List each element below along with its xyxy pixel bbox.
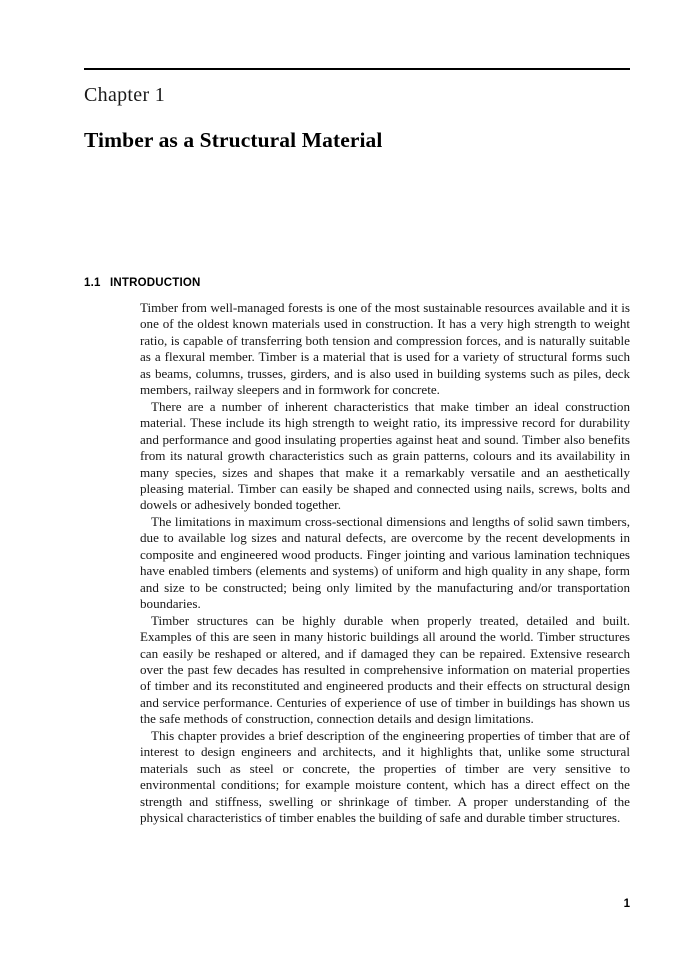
body-paragraph-2: There are a number of inherent characteristics that make timber an ideal construction material. These include its high strength to weight ratio, its impressive record for durability and performance and good insulating properties against heat and sound. Timber also benefits from its natural growth characteristics such as grain patterns, colours and its availability in many species, sizes and shapes that make it a remarkably versatile and an aesthetically pleasing material. Timber can easily be shaped and connected using nails, screws, bolts and dowels or adhesively bonded together. [140, 398, 630, 513]
section-heading [84, 276, 630, 291]
page-number: 1 [623, 898, 630, 910]
body-text-column [140, 300, 630, 827]
body-paragraph-4: Timber structures can be highly durable when properly treated, detailed and built. Examples of this are seen in many historic buildings all around the world. Timber structures can easily be reshaped or altered, and if damaged they can be repaired. Extensive research over the past few decades has resulted in comprehensive information on material properties of timber and its reconstituted and engineered products and their effects on structural design and service performance. Centuries of experience of use of timber in buildings has shown us the safe methods of construction, connection details and design limitations. [140, 612, 630, 727]
body-paragraph-1: Timber from well-managed forests is one of the most sustainable resources available and it is one of the oldest known materials used in construction. It has a very high strength to weight ratio, is capable of transferring both tension and compression forces, and is naturally suitable as a flexural member. Timber is a material that is used for a variety of structural forms such as beams, columns, trusses, girders, and is also used in building systems such as piles, deck members, railway sleepers and in formwork for concrete. [140, 300, 630, 398]
body-paragraph-3: The limitations in maximum cross-sectional dimensions and lengths of solid sawn timbers, due to available log sizes and natural defects, are overcome by the recent developments in composite and engineered wood products. Finger jointing and various lamination techniques have enabled timbers (elements and systems) of uniform and high quality in any shape, form and size to be constructed; being only limited by the manufacturing and/or transportation boundaries. [140, 513, 630, 612]
section-number: 1.1 [84, 276, 101, 289]
chapter-title: Timber as a Structural Material [84, 128, 383, 153]
chapter-number: Chapter 1 [84, 84, 166, 106]
chapter-header-rule [84, 68, 630, 70]
section-title: INTRODUCTION [110, 276, 201, 289]
body-paragraph-5: This chapter provides a brief description of the engineering properties of timber that are of interest to design engineers and architects, and it highlights that, unlike some structural materials such as steel or concrete, the properties of timber are very sensitive to environmental conditions; for example moisture content, which has a direct effect on the strength and stiffness, swelling or shrinkage of timber. A proper understanding of the physical characteristics of timber enables the building of safe and durable timber structures. [140, 727, 630, 826]
